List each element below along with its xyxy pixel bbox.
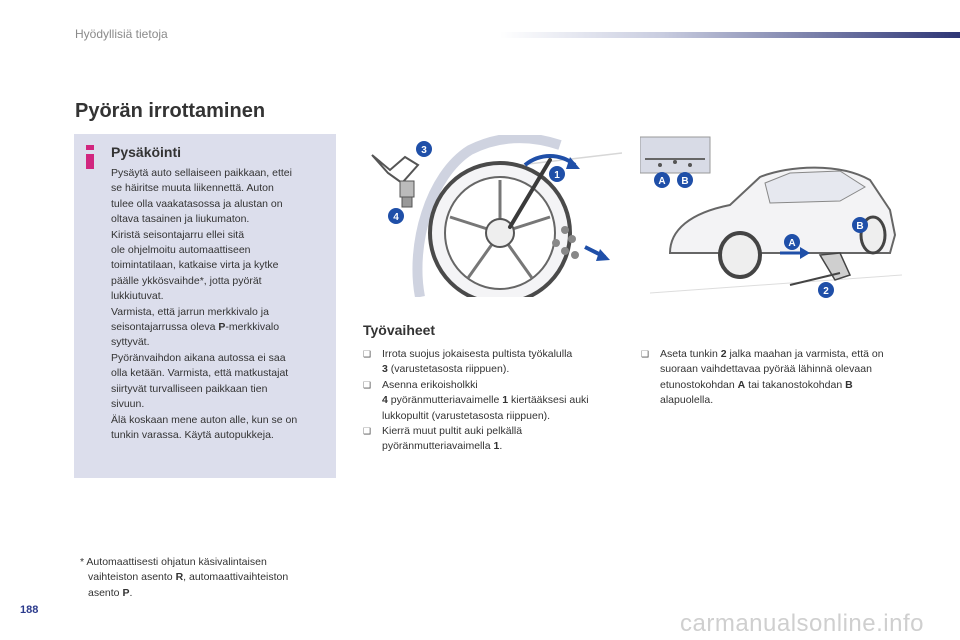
- car-jack-illustration: [640, 135, 902, 299]
- header-bar: [500, 32, 960, 38]
- callout-a-car: [784, 234, 800, 250]
- svg-text:A: A: [788, 238, 796, 249]
- page-number: 188: [20, 604, 39, 616]
- svg-text:3: 3: [421, 145, 427, 156]
- watermark: carmanualsonline.info: [680, 610, 924, 637]
- callout-b-inset: [677, 172, 693, 188]
- info-box: [74, 134, 336, 478]
- info-body-part2-post: -merkkivalo syttyvät.: [111, 321, 280, 349]
- svg-text:2: 2: [823, 286, 829, 297]
- info-box-title: Pysäköinti: [111, 144, 182, 160]
- steps-heading: Työvaiheet: [363, 322, 436, 338]
- info-body-part3: Pyöränvaihdon aikana autossa ei saa olla ketään. Varmista, että matkustajat siirtyvät turvalliseen paikkaan tien sivuun. Älä koskaan mene auton alle, kun se on tunkin varassa. Käytä autopukkeja.: [111, 351, 298, 441]
- step-item-jack: ❑ Aseta tunkin 2 jalka maahan ja varmista, että on suoraan vaihdettavaa pyörää lähinnä olevaan etunostokohdan A tai takanostokohdan B alapuolella.: [641, 348, 884, 407]
- step-bullet: ❑: [363, 379, 372, 390]
- callout-3: [416, 141, 432, 157]
- callout-2-jack: [818, 282, 834, 298]
- steps-list-right: [641, 347, 896, 409]
- callout-4: [388, 208, 404, 224]
- svg-text:4: 4: [393, 212, 399, 223]
- info-body-part1: Pysäytä auto sellaiseen paikkaan, ettei se häiritse muuta liikennettä. Auton tulee olla vaakatasossa ja alustan on oltava tasainen ja liukumaton. Kiristä seisontajarru ellei sitä ole ohjelmoitu automaattiseen toimintatilaan, katkaise virta ja kytke päälle ykkösvaihde*, jotta pyörät lukkiutuvat.: [111, 167, 292, 303]
- svg-text:A: A: [658, 176, 666, 187]
- svg-text:1: 1: [554, 170, 560, 181]
- step-item-1: ❑ Irrota suojus jokaisesta pultista työkalulla 3 (varustetasosta riippuen).: [363, 348, 573, 376]
- page-title: Pyörän irrottaminen: [75, 100, 266, 122]
- info-body-part2-pre: Varmista, että jarrun merkkivalo ja seisontajarrussa oleva: [111, 305, 269, 334]
- svg-text:B: B: [681, 176, 689, 187]
- step-bullet: ❑: [363, 426, 372, 437]
- footnote: * Automaattisesti ohjatun käsivalintaisen vaihteiston asento R, automaattivaihteiston asento P.: [80, 556, 289, 599]
- step-bullet: ❑: [363, 349, 372, 359]
- info-box-body: [111, 166, 329, 443]
- svg-text:B: B: [856, 221, 864, 232]
- wheel-illustration: [360, 135, 622, 297]
- step-item-2: ❑ Asenna erikoisholkki 4 pyöränmutteriavaimelle 1 kiertääksesi auki lukkopultit (varustetasosta riippuen).: [363, 378, 589, 422]
- callout-b-car: [852, 217, 868, 233]
- info-body-part2-bold: P: [218, 321, 226, 334]
- step-item-3: ❑ Kierrä muut pultit auki pelkällä pyöränmutteriavaimella 1.: [363, 425, 523, 453]
- callout-a-inset: [654, 172, 670, 188]
- step-bullet: ❑: [641, 349, 650, 359]
- footnote-marker: *: [80, 556, 85, 568]
- callout-1: [549, 166, 565, 182]
- steps-list-left: [363, 347, 623, 455]
- section-header: Hyödyllisiä tietoja: [75, 27, 168, 41]
- info-icon: [86, 145, 94, 169]
